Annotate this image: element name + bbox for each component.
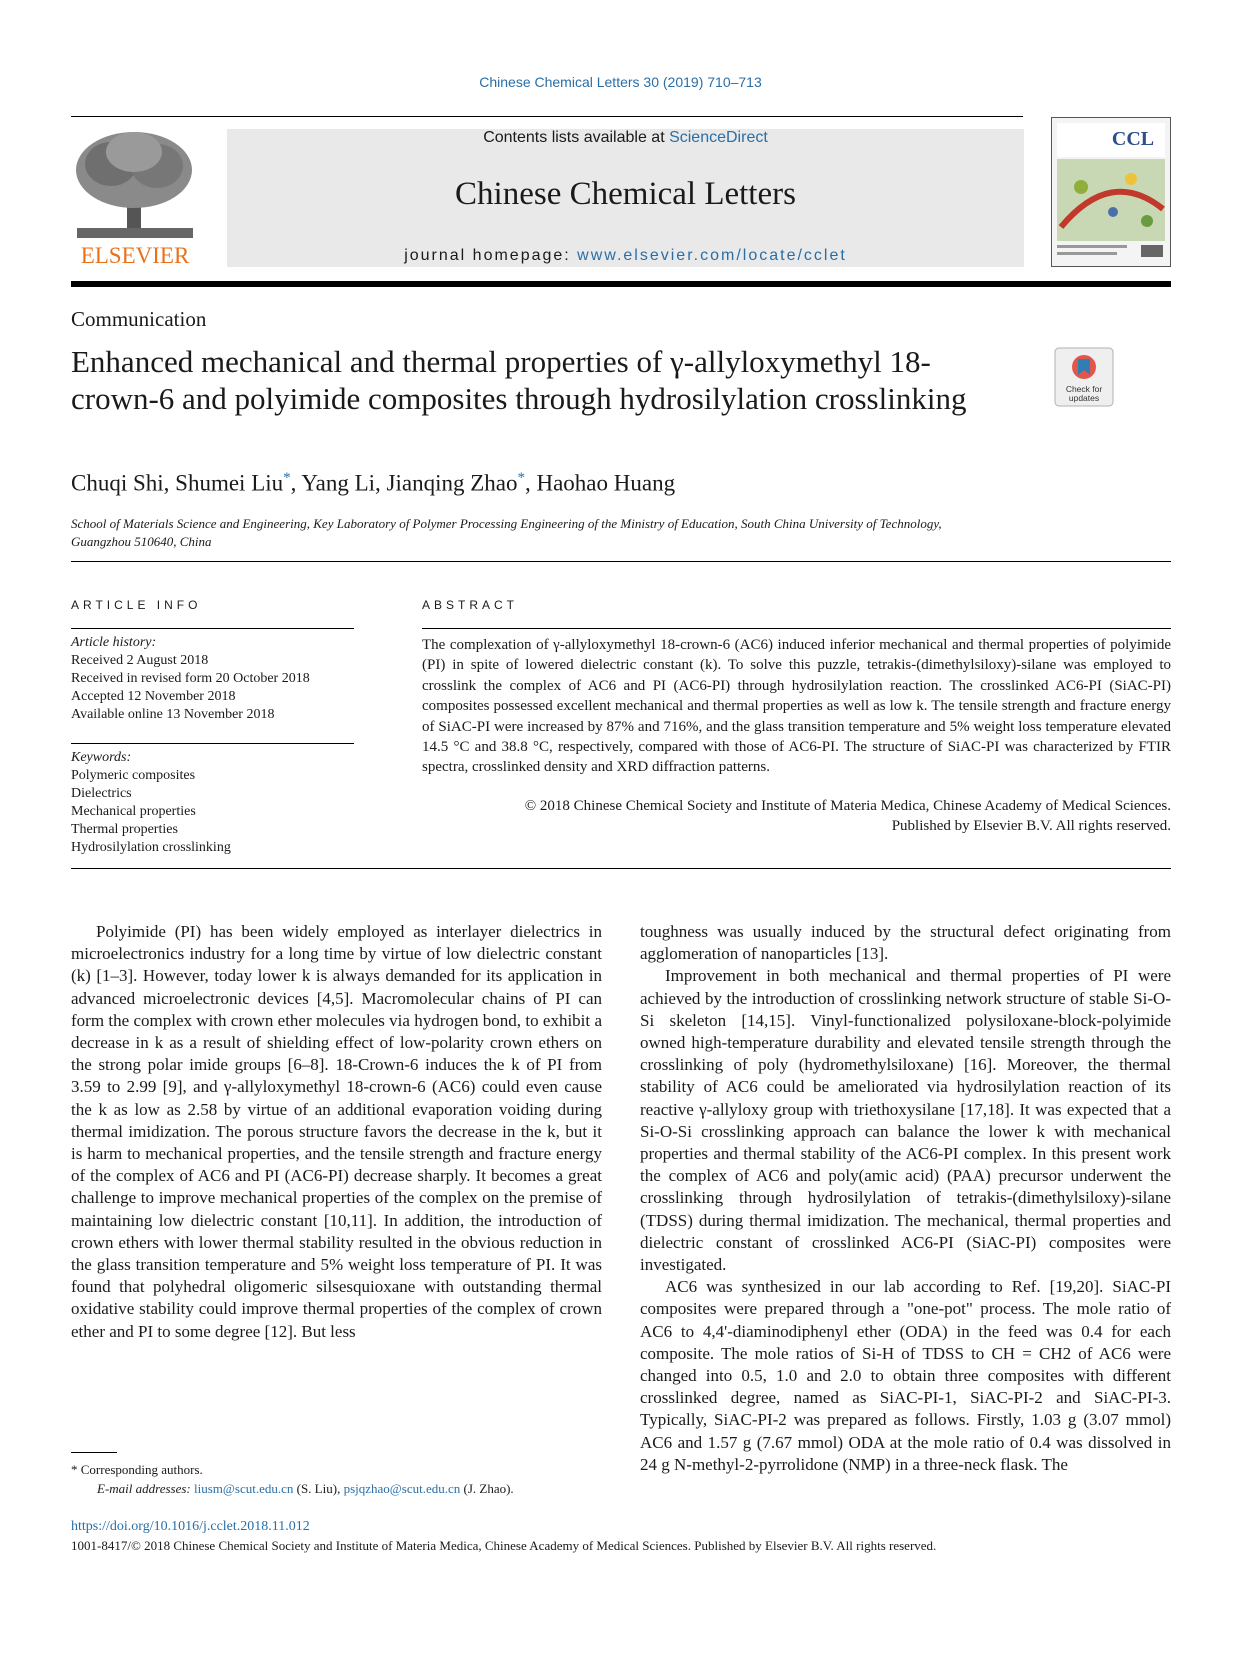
- history-item: Received 2 August 2018: [71, 653, 209, 668]
- author-name[interactable]: Yang Li: [301, 470, 376, 496]
- author-list: Chuqi Shi, Shumei Liu*, Yang Li, Jianqing Zhao*, Haohao Huang: [71, 470, 676, 496]
- body-paragraph: Polyimide (PI) has been widely employed as interlayer dielectrics in microelectronics industry for a long time by virtue of low dielectric constant (k) [1–3]. However, today lower k is always demanded for its application in advanced microelectronic devices [4,5]. Macromolecular chains of PI can form the complex with crown ether molecules via hydrogen bond, to exhibit a decrease in k as a result of shielding effect of low-polarity crown ethers on the strong polar imide groups [6–8]. 18-Crown-6 induces the k of PI from 3.59 to 2.99 [9], and γ-allyloxymethyl 18-crown-6 (AC6) could even cause the k as low as 2.58 by virtue of an additional evaporation voiding during thermal imidization. The porous structure favors the decrease in the k, but it is harm to mechanical properties, and the tensile strength and fracture energy of the complex of AC6 and PI (AC6-PI) decrease sharply. It becomes a great challenge to improve mechanical properties of the complex on the premise of maintaining low dielectric constant [10,11]. In addition, the introduction of crown ethers with lower thermal stability resulted in the obvious reduction in the glass transition temperature and 5% weight loss temperature of PI. It was found that polyhedral oligomeric silsesquioxane with outstanding thermal oxidative stability could improve thermal properties of the complex of crown ether and PI to some degree [12]. But less: [71, 922, 602, 1341]
- homepage-link[interactable]: www.elsevier.com/locate/cclet: [577, 247, 847, 264]
- affiliation-rule: [71, 561, 1171, 562]
- affiliation: School of Materials Science and Engineering, Key Laboratory of Polymer Processing Engineering of the Ministry of Education, South China University of Technology, Guangzhou 510640, China: [71, 516, 942, 549]
- abstract-text: The complexation of γ-allyloxymethyl 18-crown-6 (AC6) induced inferior mechanical and thermal properties of polyimide (PI) in spite of lowered dielectric constant (k). To solve this puzzle, tetrakis-(dimethylsiloxy)-silane was employed to crosslink the complex of AC6 and PI (AC6-PI) through hydrosilylation reaction. The crosslinked AC6-PI (SiAC-PI) composites possessed excellent mechanical and thermal properties as well as low k. The tensile strength and fracture energy of SiAC-PI were increased by 87% and 716%, and the glass transition temperature and 5% weight loss temperature elevated 14.5 °C and 38.8 °C, respectively, compared with those of AC6-PI. The structure of SiAC-PI was characterized by FTIR spectra, crosslinked density and XRD diffraction patterns.: [422, 637, 1171, 776]
- doi-link[interactable]: [71, 1519, 310, 1535]
- keyword-item[interactable]: Mechanical properties: [71, 804, 196, 819]
- abstract-copyright: © 2018 Chinese Chemical Society and Institute of Materia Medica, Chinese Academy of Medical Sciences.: [524, 798, 1171, 814]
- header-rule: [71, 116, 1023, 117]
- abstract-heading: ABSTRACT: [422, 598, 519, 612]
- author-name[interactable]: Jianqing Zhao: [386, 470, 518, 496]
- author-name[interactable]: Chuqi Shi: [71, 470, 164, 496]
- email-link-liu[interactable]: liusm@scut.edu.cn: [194, 1481, 294, 1496]
- homepage-prefix: journal homepage:: [404, 247, 578, 264]
- contents-prefix: Contents lists available at: [483, 129, 670, 146]
- corresponding-mark[interactable]: *: [517, 470, 525, 486]
- body-paragraph: AC6 was synthesized in our lab according to Ref. [19,20]. SiAC-PI composites were prepared through a "one-pot" process. The mole ratio of AC6 to 4,4'-diaminodiphenyl ether (ODA) in the feed was 0.4 for each composite. The mole ratios of Si-H of TDSS to CH = CH2 of AC6 were changed into 0.5, 1.0 and 2.0 to obtain three composites with different crosslinked degree, named as SiAC-PI-1, SiAC-PI-2 and SiAC-PI-3. Typically, SiAC-PI-2 was prepared as follows. Firstly, 1.03 g (3.07 mmol) AC6 and 1.57 g (7.67 mmol) ODA at the mole ratio of 0.4 was dissolved in 24 g N-methyl-2-pyrrolidone (NMP) in a three-neck flask. The: [640, 1277, 1171, 1474]
- abstract-rule: [422, 628, 1171, 629]
- email-label: E-mail addresses:: [97, 1481, 195, 1496]
- journal-title: Chinese Chemical Letters: [455, 176, 796, 212]
- footnote-rule: [71, 1452, 117, 1453]
- body-column-left: [71, 921, 602, 1343]
- body-column-right: [640, 921, 1171, 1476]
- author-name[interactable]: Haohao Huang: [536, 470, 676, 496]
- corresponding-note: * Corresponding authors.: [71, 1462, 203, 1477]
- body-paragraph: toughness was usually induced by the structural defect originating from agglomeration of nanoparticles [13].: [640, 922, 1171, 964]
- abstract-publisher: Published by Elsevier B.V. All rights reserved.: [891, 818, 1171, 834]
- contents-line: [227, 129, 1024, 147]
- keyword-item[interactable]: Thermal properties: [71, 822, 178, 837]
- email-link-zhao[interactable]: psjqzhao@scut.edu.cn: [343, 1481, 461, 1496]
- sciencedirect-link[interactable]: ScienceDirect: [669, 129, 768, 146]
- author-name[interactable]: Shumei Liu: [175, 470, 284, 496]
- history-label: Article history:: [71, 635, 157, 650]
- email-line: [71, 1479, 611, 1498]
- elsevier-wordmark: ELSEVIER: [80, 243, 190, 268]
- keyword-item[interactable]: Hydrosilylation crosslinking: [71, 840, 231, 855]
- keyword-item[interactable]: Dielectrics: [71, 786, 132, 801]
- footnote: [71, 1460, 611, 1498]
- cover-title: CCL: [1111, 128, 1155, 150]
- doi-text[interactable]: https://doi.org/10.1016/j.cclet.2018.11.012: [71, 1519, 310, 1534]
- history-item: Accepted 12 November 2018: [71, 689, 236, 704]
- email-owner: (J. Zhao).: [460, 1481, 514, 1496]
- issn-copyright: 1001-8417/© 2018 Chinese Chemical Society and Institute of Materia Medica, Chinese Academy of Medical Sciences. Published by Elsevier B.V. All rights reserved.: [71, 1538, 937, 1553]
- body-paragraph: Improvement in both mechanical and thermal properties of PI were achieved by the introduction of crosslinking network structure of stable Si-O-Si skeleton [14,15]. Vinyl-functionalized polysiloxane-block-polyimide owned high-temperature durability and elevated tensile strength through the crosslinking of poly (hydromethylsiloxane) [16]. Moreover, the thermal stability of AC6 could be ameliorated via hydrosilylation reaction of its reactive γ-allyloxy group with triethoxysilane [17,18]. It was expected that a Si-O-Si crosslinking approach can balance the lower k with mechanical properties and thermal stability of the AC6-PI complex. In this present work the complex of AC6 and poly(amic acid) (PAA) precursor underwent the crosslinking through hydrosilylation of tetrakis-(dimethylsiloxy)-silane (TDSS) during thermal imidization. The mechanical, thermal properties and dielectric constant of crosslinked AC6-PI (SiAC-PI) composites were investigated.: [640, 966, 1171, 1275]
- article-history: [71, 634, 310, 724]
- corresponding-mark[interactable]: *: [283, 470, 291, 486]
- check-for-updates-icon: [1054, 347, 1114, 407]
- keyword-item[interactable]: Polymeric composites: [71, 768, 196, 783]
- cover-image-icon: [1051, 117, 1171, 267]
- article-info-heading: ARTICLE INFO: [71, 598, 202, 612]
- history-item: Received in revised form 20 October 2018: [71, 671, 310, 686]
- article-type: Communication: [71, 307, 207, 331]
- homepage-line: [227, 247, 1024, 265]
- check-for-updates-button[interactable]: [1054, 347, 1114, 407]
- elsevier-tree-icon: [71, 128, 199, 268]
- abstract-end-rule: [71, 868, 1171, 869]
- elsevier-logo[interactable]: [71, 128, 199, 268]
- journal-cover[interactable]: [1051, 117, 1171, 267]
- header-thick-rule: [71, 281, 1171, 287]
- article-info-rule: [71, 628, 354, 629]
- keywords-label: Keywords:: [71, 750, 132, 765]
- article-title: Enhanced mechanical and thermal properties of γ-allyloxymethyl 18-crown-6 and polyimide composites through hydrosilylation crosslinking: [71, 344, 967, 416]
- journal-reference[interactable]: Chinese Chemical Letters 30 (2019) 710–713: [479, 74, 762, 90]
- svg-text:Check for: Check for: [1065, 384, 1103, 394]
- keywords: [71, 749, 231, 857]
- history-item: Available online 13 November 2018: [71, 707, 275, 722]
- keywords-rule: [71, 743, 354, 744]
- svg-text:updates: updates: [1068, 393, 1100, 403]
- email-owner: (S. Liu),: [293, 1481, 344, 1496]
